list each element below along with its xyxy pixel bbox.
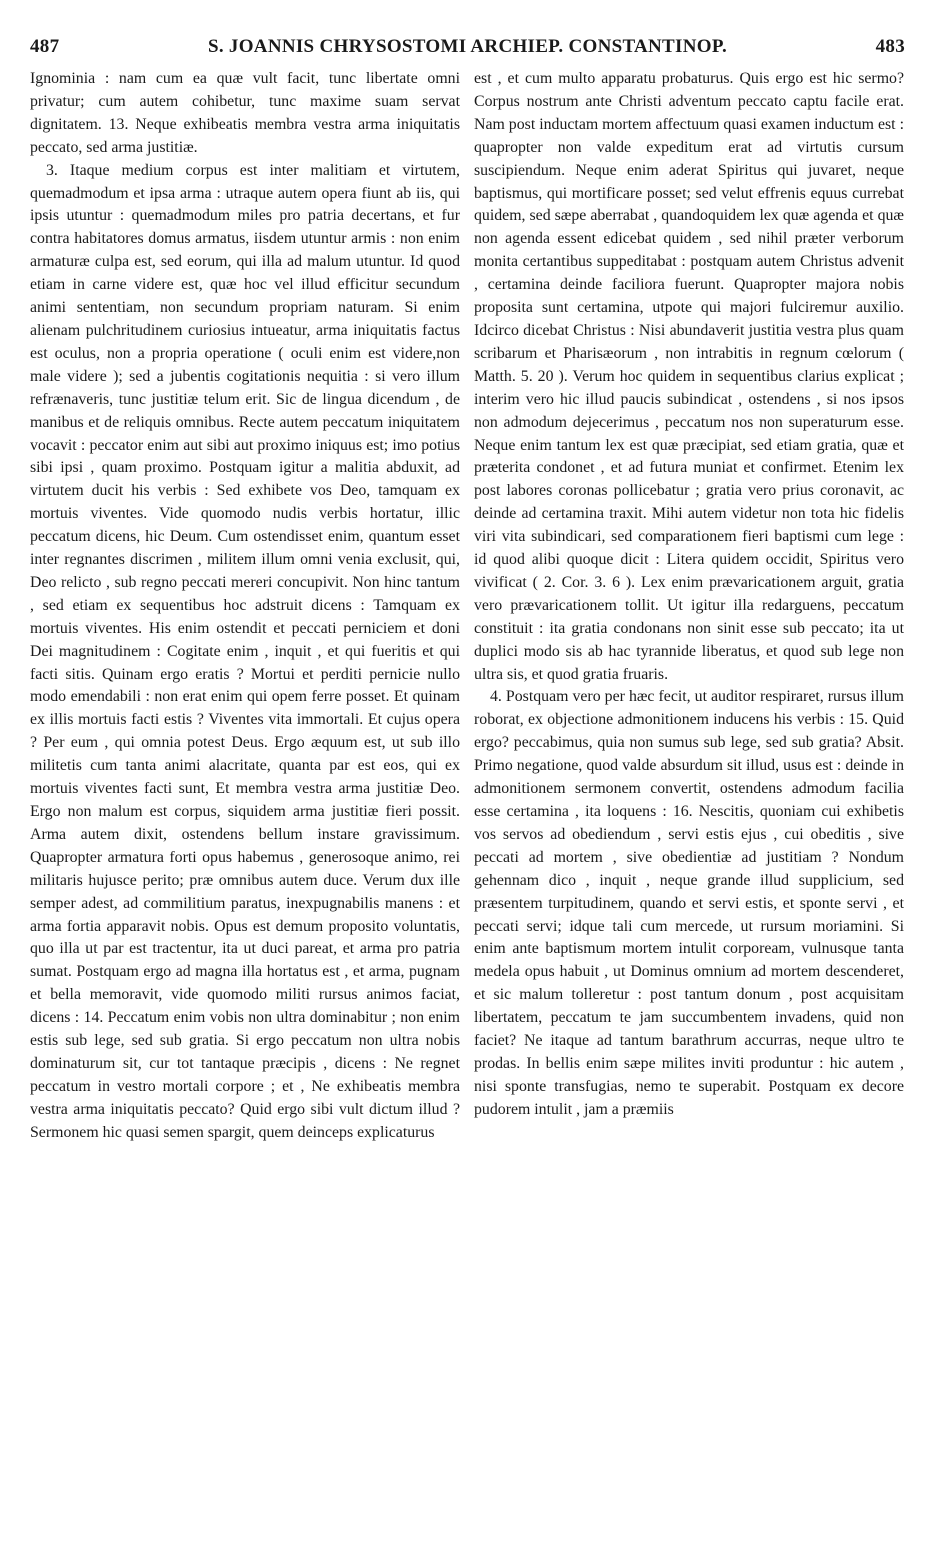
right-column bbox=[474, 68, 904, 1528]
page-number-left: 487 bbox=[30, 36, 60, 57]
paragraph: Ignominia : nam cum ea quæ vult facit, tunc libertate omni privatur; cum autem cohibetur, tunc maxime suam servat dignitatem. 13. Neque exhibeatis membra vestra arma iniquitatis peccato, sed arma justitiæ. bbox=[30, 70, 460, 156]
page-number-right: 483 bbox=[875, 36, 905, 57]
left-column bbox=[30, 68, 460, 1528]
paragraph: 3. Itaque medium corpus est inter malitiam et virtutem, quemadmodum et ipsa arma : utraque autem opera fiunt ab iis, qui ipsis utuntur : quemadmodum miles pro patria decertans, et fur contra habitatores domus armatus, iisdem utuntur armis : non enim armaturæ culpa est, sed eorum, qui illa ad malum utuntur. Id quod etiam in carne videre est, quæ hoc vel illud efficitur secundum animi sententiam, non secundum propriam naturam. Si enim alienam pulchritudinem curiosius intueatur, arma iniquitatis factus est oculus, non a propria operatione ( oculi enim est videre,non male videre ); sed a jubentis cogitationis nequitia : si vero illum refrænaveris, tunc justitiæ telum erit. Sic de lingua dicendum , de manibus et de reliquis omnibus. Recte autem peccatum iniquitatem vocavit : peccator enim aut sibi aut proximo iniquus est; imo potius sibi ipsi , quam proximo. Postquam igitur a malitia abduxit, ad virtutem ducit his verbis : Sed exhibete vos Deo, tamquam ex mortuis viventes. Vide quomodo nudis verbis hortatur, illic peccatum dicens, hic Deum. Cum ostendisset enim, quantum esset inter regnantes discrimen , militem illum omni venia exclusit, qui, Deo relicto , sub regno peccati mereri concupivit. Non hinc tantum , sed etiam ex sequentibus hoc adstruit dicens : Tamquam ex mortuis viventes. His enim ostendit et peccati perniciem et doni Dei magnitudinem : Cogitate enim , inquit , et qui fueritis et qui facti sitis. Quinam ergo eratis ? Mortui et perditi pernicie nullo modo emendabili : non erat enim qui opem ferre posset. Et quinam ex illis mortuis facti estis ? Viventes vita immortali. Et cujus opera ? Per eum , qui omnia potest Deus. Ergo æquum est, ut sub illo militetis cum tanta animi alacritate, quanta par est eos, qui ex mortuis viventes facti sunt, Et membra vestra arma justitiæ Deo. Ergo non malum est corpus, siquidem arma justitiæ fieri possit. Arma autem dixit, ostendens bellum instare gravissimum. Quapropter armatura forti opus habemus , generosoque animo, rei militaris hujusce perito; præ omnibus autem duce. Verum dux ille semper adest, ad commilitium paratus, inexpugnabilis manens : et arma fortia apparavit nobis. Opus est demum proposito voluntatis, quo illa ut par est tractentur, ita ut duci pareat, et arma pro patria sumat. Postquam ergo ad magna illa hortatus est , et arma, pugnam et bella memoravit, vide quomodo militi rursus animos faciat, dicens : 14. Peccatum enim vobis non ultra dominabitur ; non enim estis sub lege, sed sub gratia. Si ergo peccatum non ultra nobis dominaturum sit, cur tot tantaque præcipis , dicens : Ne regnet peccatum in vestro mortali corpore ; et , Ne exhibeatis membra vestra arma iniquitatis peccato? Quid ergo sibi vult dictum illud ? Sermonem hic quasi semen spargit, quem deinceps explicaturus bbox=[30, 161, 460, 1141]
running-title: S. JOANNIS CHRYSOSTOMI ARCHIEP. CONSTANTINOP. bbox=[207, 36, 728, 57]
running-header bbox=[30, 36, 905, 64]
paragraph: 4. Postquam vero per hæc fecit, ut auditor respiraret, rursus illum roborat, ex objectione admonitionem inducens his verbis : 15. Quid ergo? peccabimus, quia non sumus sub lege, sed sub gratia? Absit. Primo negatione, quod valde absurdum sit illud, usus est : deinde in admonitionem sermonem convertit, ostendens admodum facilia esse certamina , ita loquens : 16. Nescitis, quoniam cui exhibetis vos servos ad obediendum , servi estis ejus , cui obeditis , sive peccati ad mortem , sive obedientiæ ad justitiam ? Nondum gehennam dico , inquit , neque grande illud supplicium, sed præsentem turpitudinem, quando et servi estis, et sponte servi , et peccati servi; idque tali cum mercede, ut rursum moriamini. Si enim ante baptismum mortem intulit corpoream, vulnusque tanta medela opus habuit , ut Dominus omnium ad mortem descenderet, et sic malum tolleretur : post tantum donum , post acquisitam libertatem, peccatum te jam succumbentem invadens, quid non faciet? Ne itaque ad tantum barathrum accurras, neque ultro te prodas. In bellis enim sæpe milites inviti produntur : hic autem , nisi sponte transfugias, nemo te superabit. Postquam ex decore pudorem intulit , jam a præmiis bbox=[474, 688, 904, 1118]
paragraph: est , et cum multo apparatu probaturus. Quis ergo est hic sermo? Corpus nostrum ante Christi adventum peccato captu facile erat. Nam post inductam mortem affectuum quasi examen inductum est : quapropter non valde expeditum erat ad virtutis cursum suscipiendum. Neque enim aderat Spiritus qui juvaret, neque baptismus, qui mortificare posset; sed velut effrenis equus currebat quidem, sed sæpe aberrabat , quandoquidem lex quæ agenda et quæ non agenda essent edicebat quidem , sed nihil præter verborum monita certantibus suppeditabat : postquam autem Christus advenit , certamina deinde faciliora fuerunt. Quapropter majora nobis proposita sunt certamina, utpote qui majori fulciremur auxilio. Idcirco dicebat Christus : Nisi abundaverit justitia vestra plus quam scribarum et Pharisæorum , non intrabitis in regnum cœlorum ( Matth. 5. 20 ). Verum hoc quidem in sequentibus clarius explicat ; interim vero hic illud paucis subindicat , ostendens , si nos ipsos non admodum dejecerimus , peccatum nos non superaturum esse. Neque enim tantum lex est quæ præcipiat, sed etiam gratia, quæ et præterita condonet , et ad futura muniat et confirmet. Etenim lex post labores coronas pollicebatur ; gratia vero prius coronavit, ac deinde ad certamina traxit. Mihi autem videtur non tota hic fidelis viri vita subindicari, sed comparationem fieri baptismi cum lege : id quod alibi quoque dicit : Litera quidem occidit, Spiritus vero vivificat ( 2. Cor. 3. 6 ). Lex enim prævaricationem arguit, gratia vero prævaricationem tollit. Ut igitur illa redarguens, peccatum constituit : ita gratia condonans non sinit esse sub peccato; ita ut duplici modo sis ab hac tyrannide liberatus, et quod sub lege non ultra sis, et quod gratia fruaris. bbox=[474, 70, 904, 683]
